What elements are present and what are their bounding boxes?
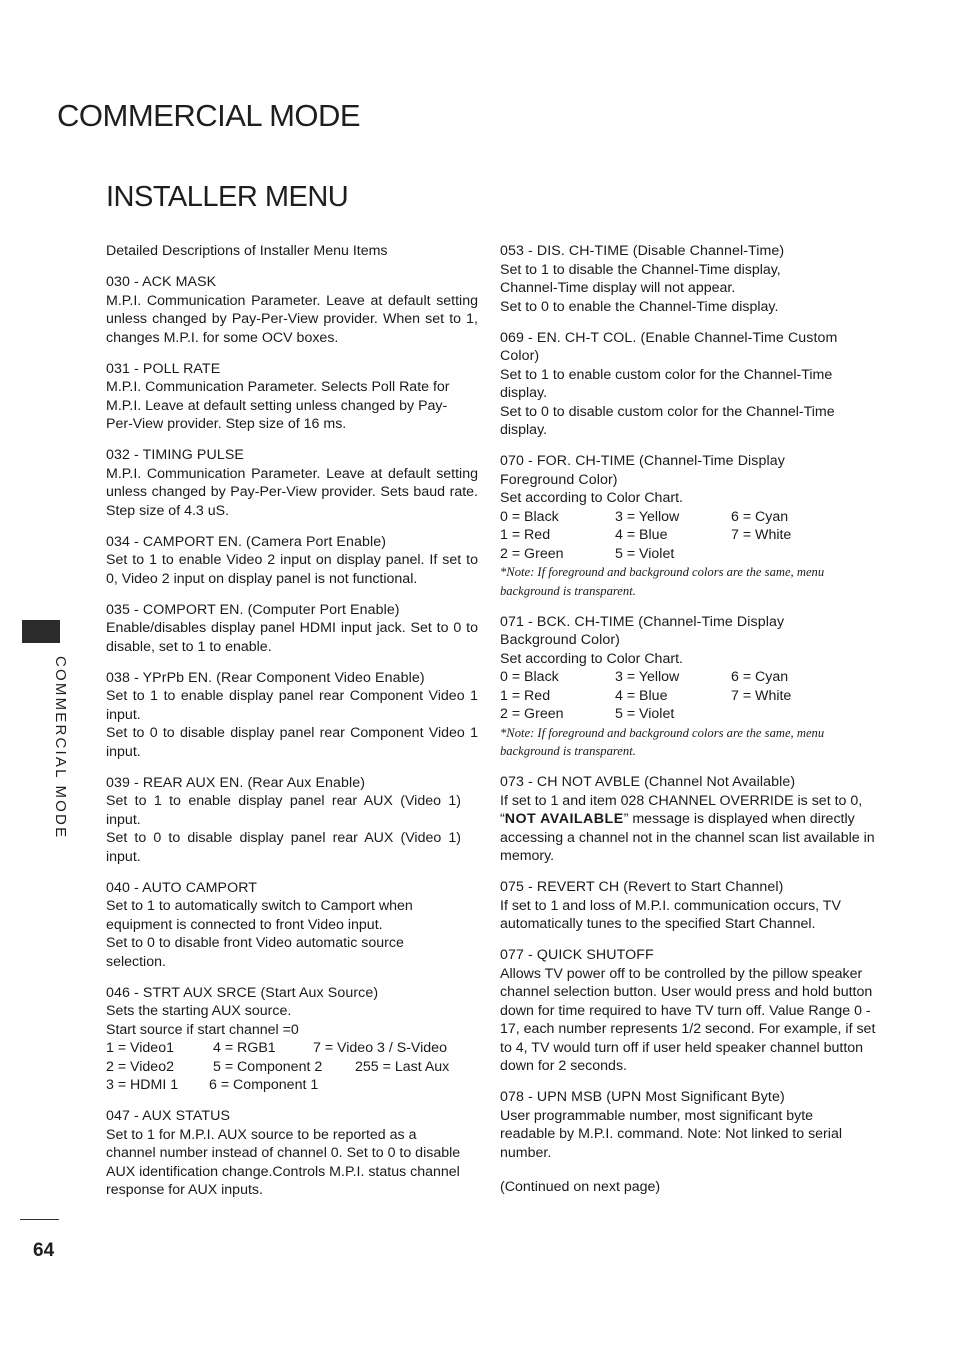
item-description-2: Set to 0 to disable front Video automatic source selection.: [106, 935, 404, 970]
item-title: 034 - CAMPORT EN. (Camera Port Enable): [106, 533, 387, 550]
item-title: 030 - ACK MASK: [106, 274, 217, 290]
item-title: 031 - POLL RATE: [106, 360, 221, 377]
item-title: 070 - FOR. CH-TIME (Channel-Time Display Foreground Color): [500, 453, 785, 488]
menu-item-038: [106, 669, 478, 762]
item-description: User programmable number, most significant byte readable by M.P.I. command. Note: Not linked to serial number.: [500, 1107, 842, 1161]
item-title: 077 - QUICK SHUTOFF: [500, 947, 654, 963]
continued-note: (Continued on next page): [500, 1179, 661, 1195]
table-cell: 5 = Violet: [615, 706, 675, 722]
menu-item-046: [106, 984, 478, 1095]
menu-item-078: [500, 1088, 876, 1162]
page-number: 64: [33, 1240, 55, 1261]
item-description: If set to 1 and loss of M.P.I. communication occurs, TV automatically tunes to the specified Start Channel.: [500, 897, 841, 932]
item-description: Set to 1 to enable custom color for the Channel-Time display.: [500, 366, 833, 401]
menu-item-034: [106, 533, 478, 589]
item-description-2: Set to 0 to disable display panel rear AUX (Video 1) input.: [106, 830, 461, 865]
item-title: 038 - YPrPb EN. (Rear Component Video Enable): [106, 669, 425, 686]
menu-item-077: [500, 946, 876, 1076]
color-table-row: [500, 526, 876, 545]
item-title: 069 - EN. CH-T COL. (Enable Channel-Time Custom Color): [500, 329, 838, 364]
section-title: INSTALLER MENU: [106, 181, 349, 213]
table-cell: 6 = Cyan: [731, 508, 789, 525]
item-title: 053 - DIS. CH-TIME (Disable Channel-Time): [500, 243, 785, 259]
item-title: 047 - AUX STATUS: [106, 1108, 231, 1124]
item-description-2: Set to 0 to disable display panel rear Component Video 1 input.: [106, 725, 478, 760]
item-title: 046 - STRT AUX SRCE (Start Aux Source): [106, 984, 379, 1001]
menu-item-071: [500, 613, 876, 761]
item-description: [500, 792, 876, 866]
table-cell: 0 = Black: [500, 508, 559, 525]
item-title: 073 - CH NOT AVBLE (Channel Not Available): [500, 774, 796, 790]
intro-text: Detailed Descriptions of Installer Menu Items: [106, 243, 388, 259]
table-cell: 3 = Yellow: [615, 508, 680, 525]
table-cell: 5 = Component 2: [213, 1058, 323, 1075]
menu-item-070: [500, 452, 876, 600]
color-table-row: [500, 687, 876, 706]
menu-item-030: [106, 273, 478, 347]
item-description: Set according to Color Chart.: [500, 490, 683, 506]
table-cell: 6 = Cyan: [731, 669, 789, 685]
table-cell: 4 = Blue: [615, 687, 668, 704]
footer-rule: [20, 1219, 59, 1220]
menu-item-031: [106, 360, 478, 434]
table-cell: 3 = HDMI 1: [106, 1077, 179, 1093]
table-cell: 2 = Green: [500, 706, 564, 722]
item-description: Enable/disables display panel HDMI input jack. Set to 0 to disable, set to 1 to enable.: [106, 620, 478, 655]
side-tab-label: COMMERCIAL MODE: [52, 656, 69, 840]
item-description: M.P.I. Communication Parameter. Leave at default setting unless changed by Pay-Per-View provider. Sets baud rate. Step size of 4.3 uS.: [106, 465, 478, 519]
left-column: [106, 242, 478, 1212]
table-cell: 5 = Violet: [615, 545, 675, 562]
menu-item-073: [500, 773, 876, 866]
desc-text: ” message is displayed when directly accessing a channel not in the channel scan list available in memory.: [500, 811, 875, 864]
item-note: *Note: If foreground and background colors are the same, menu background is transparent.: [500, 565, 825, 598]
table-cell: 1 = Red: [500, 527, 551, 543]
item-title: 035 - COMPORT EN. (Computer Port Enable): [106, 601, 400, 618]
item-description: Set to 1 to enable display panel rear AUX (Video 1) input.: [106, 793, 461, 828]
item-description: Set to 1 to enable Video 2 input on display panel. If set to 0, Video 2 input on display panel is not functional.: [106, 552, 478, 587]
not-available-text: NOT AVAILABLE: [504, 811, 624, 827]
item-description: Allows TV power off to be controlled by the pillow speaker channel selection button. User would press and hold button down for time required to have TV turn off. Value Range 0 - 17, each number represents 1/2 second. For example, if set to 4, TV would turn off if user held speaker channel button down for 2 seconds.: [500, 965, 876, 1074]
side-tab-marker: [22, 620, 60, 643]
page-header-title: COMMERCIAL MODE: [57, 98, 361, 133]
item-title: 078 - UPN MSB (UPN Most Significant Byte): [500, 1089, 785, 1105]
color-table-row: [500, 545, 876, 564]
item-description: Set to 1 to enable display panel rear Component Video 1 input.: [106, 688, 478, 723]
item-note: *Note: If foreground and background colors are the same, menu background is transparent.: [500, 725, 825, 758]
table-cell: 255 = Last Aux: [355, 1058, 450, 1075]
item-title: 032 - TIMING PULSE: [106, 447, 244, 463]
menu-item-047: [106, 1107, 478, 1200]
item-description: Sets the starting AUX source.: [106, 1003, 292, 1019]
right-column: [500, 242, 876, 1197]
source-table-row: [106, 1039, 478, 1058]
item-title: 039 - REAR AUX EN. (Rear Aux Enable): [106, 774, 366, 791]
table-cell: 4 = Blue: [615, 527, 668, 543]
item-description: M.P.I. Communication Parameter. Leave at default setting unless changed by Pay-Per-View provider. When set to 1, changes M.P.I. for some OCV boxes.: [106, 292, 478, 346]
color-table-row: [500, 705, 876, 724]
table-cell: 7 = Video 3 / S-Video: [313, 1040, 447, 1056]
table-cell: 2 = Green: [500, 545, 564, 562]
menu-item-032: [106, 446, 478, 520]
desc-text: If set to 1 and item 028 CHANNEL OVERRIDE is set to 0, “: [500, 792, 863, 827]
item-description-2: Start source if start channel =0: [106, 1021, 299, 1038]
table-cell: 4 = RGB1: [213, 1040, 276, 1056]
source-table-row: [106, 1058, 478, 1077]
table-cell: 6 = Component 1: [209, 1077, 319, 1093]
item-description: Set according to Color Chart.: [500, 650, 683, 667]
table-cell: 7 = White: [731, 687, 792, 704]
table-cell: 2 = Video2: [106, 1058, 174, 1075]
table-cell: 1 = Video1: [106, 1040, 174, 1056]
item-description: Set to 1 to automatically switch to Camport when equipment is connected to front Video input.: [106, 898, 413, 933]
table-cell: 1 = Red: [500, 687, 551, 704]
menu-item-053: [500, 242, 876, 316]
source-table-row: [106, 1076, 478, 1095]
table-cell: 3 = Yellow: [615, 669, 680, 685]
table-cell: 0 = Black: [500, 669, 559, 685]
item-description-2: Set to 0 to disable custom color for the Channel-Time display.: [500, 403, 835, 438]
item-description: M.P.I. Communication Parameter. Selects Poll Rate for M.P.I. Leave at default setting unless changed by Pay-Per-View provider. Step size of 16 ms.: [106, 379, 450, 432]
item-description-2: Set to 0 to enable the Channel-Time display.: [500, 298, 779, 315]
menu-item-040: [106, 879, 478, 972]
menu-item-069: [500, 329, 876, 440]
table-cell: 7 = White: [731, 527, 792, 543]
menu-item-035: [106, 601, 478, 657]
item-title: 075 - REVERT CH (Revert to Start Channel): [500, 879, 784, 895]
color-table-row: [500, 668, 876, 687]
color-table-row: [500, 508, 876, 527]
menu-item-075: [500, 878, 876, 934]
item-title: 071 - BCK. CH-TIME (Channel-Time Display Background Color): [500, 613, 785, 648]
item-description: Set to 1 to disable the Channel-Time display, Channel-Time display will not appear.: [500, 261, 781, 296]
item-title: 040 - AUTO CAMPORT: [106, 879, 258, 896]
menu-item-039: [106, 774, 478, 867]
item-description: Set to 1 for M.P.I. AUX source to be reported as a channel number instead of channel 0. Set to 0 to disable AUX identification change.Controls M.P.I. status channel response for AUX inputs.: [106, 1126, 461, 1198]
